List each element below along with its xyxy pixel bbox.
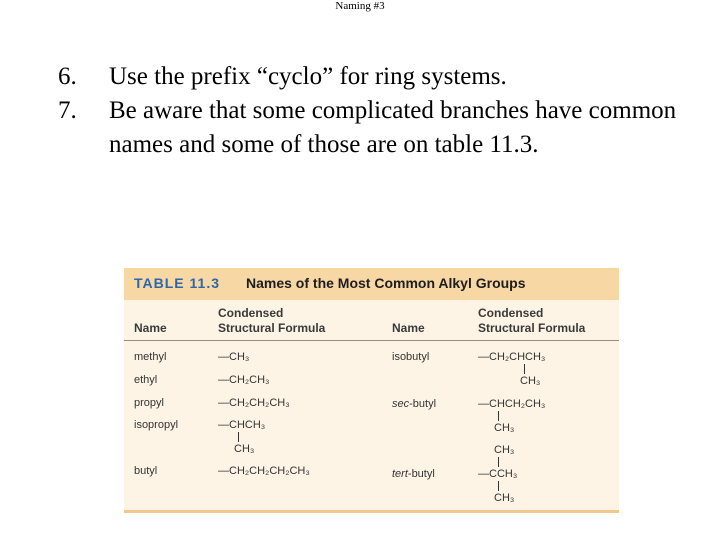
table-caption: Names of the Most Common Alkyl Groups: [246, 275, 526, 291]
row-branch-sec-butyl: CH₃: [494, 422, 515, 434]
row-name-sec-butyl: [392, 398, 436, 411]
rule-text: Use the prefix “cyclo” for ring systems.: [109, 63, 507, 90]
col-header-name-left: Name: [134, 321, 167, 335]
col-header-formula-left-line2: Structural Formula: [218, 321, 326, 335]
bond-line: [524, 364, 525, 374]
row-name-isopropyl: isopropyl: [134, 419, 179, 431]
rule-list: [58, 60, 678, 162]
name-prefix: tert: [392, 468, 408, 480]
rule-item: [58, 60, 678, 94]
bond-line: [498, 457, 499, 467]
row-name-butyl: butyl: [134, 465, 158, 477]
row-name-tert-butyl: [392, 468, 435, 481]
name-suffix: -butyl: [409, 398, 437, 410]
row-name-ethyl: ethyl: [134, 374, 158, 386]
name-prefix: sec: [392, 398, 410, 410]
table-header-bar: [124, 268, 619, 300]
row-formula-propyl: —CH₂CH₂CH₃: [218, 397, 290, 409]
row-branch-tert-butyl: CH₃: [494, 492, 515, 504]
row-formula-ethyl: —CH₂CH₃: [218, 374, 270, 386]
row-formula-tert-butyl: —CCH₃: [478, 468, 518, 480]
row-formula-isobutyl: —CH₂CHCH₃: [478, 351, 546, 363]
header-divider: [124, 340, 619, 341]
col-header-name-right: Name: [392, 321, 425, 335]
col-header-formula-right-line2: Structural Formula: [478, 321, 586, 335]
rule-number: 7.: [58, 97, 77, 124]
row-formula-methyl: —CH₃: [218, 351, 250, 363]
rule-number: 6.: [58, 63, 77, 90]
bond-line: [498, 481, 499, 491]
row-name-isobutyl: isobutyl: [392, 351, 430, 363]
row-formula-butyl: —CH₂CH₂CH₂CH₃: [218, 465, 310, 477]
table-number: TABLE 11.3: [134, 275, 220, 291]
rule-text: Be aware that some complicated branches have common names and some of those are on table 11.3.: [109, 97, 677, 158]
col-header-formula-left-line1: Condensed: [218, 306, 284, 320]
alkyl-groups-table: [124, 268, 619, 513]
table-bottom-border: [124, 510, 619, 513]
row-name-methyl: methyl: [134, 351, 167, 363]
row-name-propyl: propyl: [134, 397, 164, 409]
row-formula-sec-butyl: —CHCH₂CH₃: [478, 398, 546, 410]
row-branch-isopropyl: CH₃: [234, 443, 255, 455]
row-branch-top-tert-butyl: CH₃: [494, 444, 515, 456]
bond-line: [498, 411, 499, 421]
row-formula-isopropyl: —CHCH₃: [218, 419, 266, 431]
rule-item: [58, 94, 678, 162]
col-header-formula-right-line1: Condensed: [478, 306, 544, 320]
slide-title: Naming #3: [335, 0, 385, 12]
bond-line: [238, 432, 239, 442]
row-branch-isobutyl: CH₃: [520, 375, 541, 387]
name-suffix: -butyl: [407, 468, 435, 480]
